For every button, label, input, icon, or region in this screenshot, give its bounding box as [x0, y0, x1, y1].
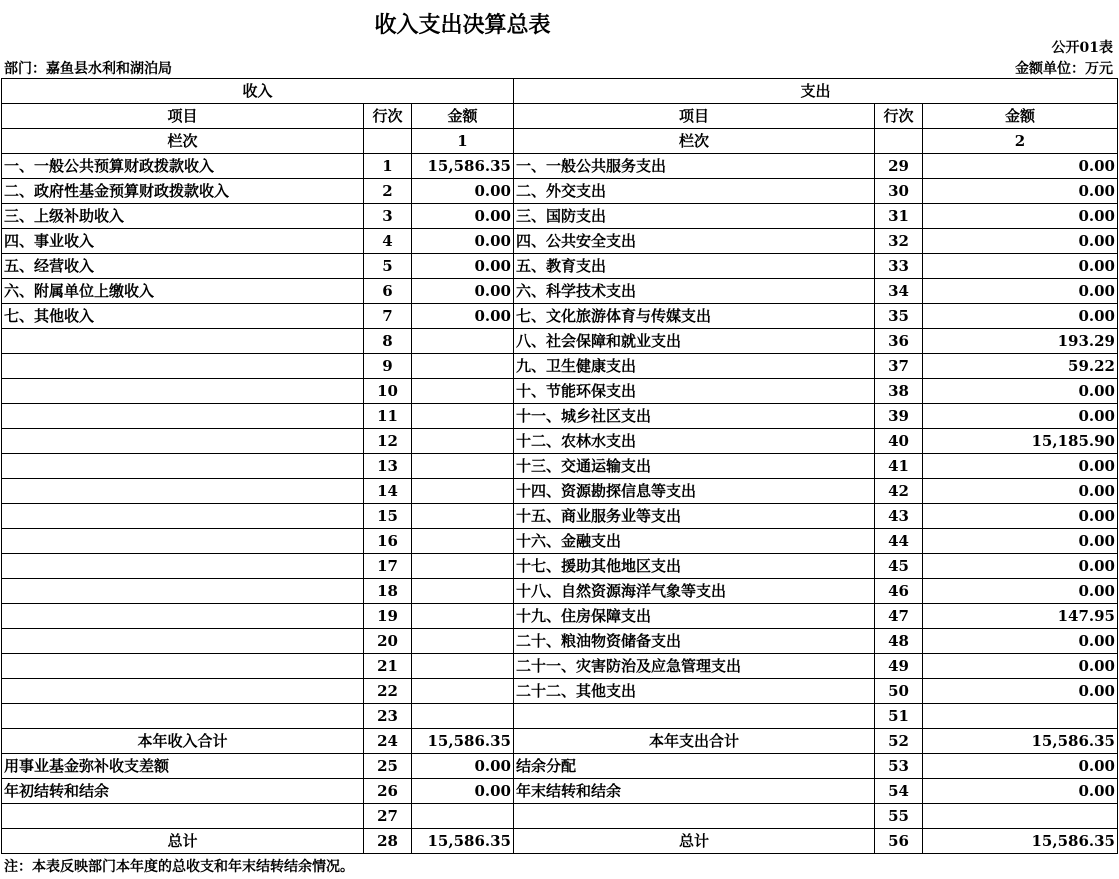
income-item-cell: [2, 454, 364, 479]
expense-amount-cell: 0.00: [923, 529, 1118, 554]
income-item-cell: 六、附属单位上缴收入: [2, 279, 364, 304]
income-amount-cell: [412, 679, 514, 704]
table-row: [2, 254, 1118, 279]
income-row-no-cell: 18: [364, 579, 412, 604]
income-item-cell: 二、政府性基金预算财政拨款收入: [2, 179, 364, 204]
income-row-no-cell: 28: [364, 829, 412, 854]
income-row-no-cell: 1: [364, 154, 412, 179]
expense-item-cell: 十六、金融支出: [514, 529, 875, 554]
income-amount-cell: 0.00: [412, 279, 514, 304]
income-row-no-cell: 26: [364, 779, 412, 804]
income-amount-cell: [412, 554, 514, 579]
expense-row-no-cell: 53: [875, 754, 923, 779]
income-amount-cell: [412, 529, 514, 554]
income-row-no-cell: 12: [364, 429, 412, 454]
expense-row-no-cell: 35: [875, 304, 923, 329]
expense-amount-cell: 0.00: [923, 479, 1118, 504]
expense-row-no-cell: 50: [875, 679, 923, 704]
table-row: [2, 304, 1118, 329]
expense-item-cell: 总计: [514, 829, 875, 854]
expense-section-header: 支出: [514, 79, 1118, 104]
income-item-cell: [2, 329, 364, 354]
footnote: 注：本表反映部门本年度的总收支和年末结转结余情况。: [4, 859, 354, 875]
table-row: [2, 429, 1118, 454]
table-row: [2, 654, 1118, 679]
expense-row-no-cell: 31: [875, 204, 923, 229]
income-amount-cell: [412, 354, 514, 379]
income-item-cell: [2, 604, 364, 629]
department-label: 部门：嘉鱼县水利和湖泊局: [4, 61, 172, 77]
table-row: [2, 754, 1118, 779]
expense-amount-cell: 0.00: [923, 654, 1118, 679]
table-row: [2, 279, 1118, 304]
income-row-no-cell: 7: [364, 304, 412, 329]
section-header-row: [2, 79, 1118, 104]
expense-item-cell: 十二、农林水支出: [514, 429, 875, 454]
expense-row-no-cell: 52: [875, 729, 923, 754]
income-amount-cell: [412, 504, 514, 529]
expense-item-cell: 二十一、灾害防治及应急管理支出: [514, 654, 875, 679]
expense-item-cell: [514, 704, 875, 729]
income-item-cell: 四、事业收入: [2, 229, 364, 254]
income-column-number: 1: [412, 129, 514, 154]
expense-amount-cell: 193.29: [923, 329, 1118, 354]
table-row: [2, 454, 1118, 479]
income-row-no-cell: 25: [364, 754, 412, 779]
expense-item-cell: 十五、商业服务业等支出: [514, 504, 875, 529]
income-amount-cell: [412, 579, 514, 604]
expense-item-cell: 十、节能环保支出: [514, 379, 875, 404]
expense-item-cell: 二、外交支出: [514, 179, 875, 204]
expense-item-cell: 四、公共安全支出: [514, 229, 875, 254]
income-item-header: 项目: [2, 104, 364, 129]
income-item-cell: [2, 404, 364, 429]
expense-amount-cell: 0.00: [923, 754, 1118, 779]
income-amount-cell: 0.00: [412, 779, 514, 804]
table-row: [2, 704, 1118, 729]
expense-row-no-cell: 54: [875, 779, 923, 804]
income-row-no-cell: 8: [364, 329, 412, 354]
income-row-no-cell: 9: [364, 354, 412, 379]
expense-row-no-cell: 48: [875, 629, 923, 654]
income-amount-cell: [412, 429, 514, 454]
table-row: [2, 179, 1118, 204]
expense-column-number: 2: [923, 129, 1118, 154]
income-item-cell: 五、经营收入: [2, 254, 364, 279]
expense-item-cell: 十三、交通运输支出: [514, 454, 875, 479]
table-row: [2, 204, 1118, 229]
income-item-cell: 三、上级补助收入: [2, 204, 364, 229]
income-amount-cell: [412, 704, 514, 729]
expense-row-no-cell: 33: [875, 254, 923, 279]
income-item-cell: [2, 679, 364, 704]
expense-amount-header: 金额: [923, 104, 1118, 129]
expense-item-cell: 结余分配: [514, 754, 875, 779]
income-row-no-cell: 24: [364, 729, 412, 754]
income-item-cell: 总计: [2, 829, 364, 854]
table-row: [2, 529, 1118, 554]
table-row: [2, 679, 1118, 704]
expense-amount-cell: 59.22: [923, 354, 1118, 379]
income-amount-cell: [412, 629, 514, 654]
income-item-cell: 用事业基金弥补收支差额: [2, 754, 364, 779]
income-amount-cell: [412, 804, 514, 829]
income-item-cell: 七、其他收入: [2, 304, 364, 329]
income-row-no-cell: 4: [364, 229, 412, 254]
expense-item-cell: 二十、粮油物资储备支出: [514, 629, 875, 654]
expense-row-no-cell: 43: [875, 504, 923, 529]
expense-amount-cell: 0.00: [923, 379, 1118, 404]
amount-unit-label: 金额单位：万元: [1015, 61, 1113, 77]
table-row: [2, 479, 1118, 504]
expense-amount-cell: 0.00: [923, 154, 1118, 179]
table-row: [2, 554, 1118, 579]
expense-row-no-cell: 47: [875, 604, 923, 629]
income-row-no-cell: 23: [364, 704, 412, 729]
income-amount-cell: [412, 454, 514, 479]
expense-amount-cell: 0.00: [923, 254, 1118, 279]
income-item-cell: [2, 804, 364, 829]
income-item-cell: [2, 704, 364, 729]
income-item-cell: [2, 429, 364, 454]
expense-item-cell: 九、卫生健康支出: [514, 354, 875, 379]
expense-row-no-cell: 56: [875, 829, 923, 854]
table-row: [2, 404, 1118, 429]
income-row-no-cell: 27: [364, 804, 412, 829]
income-row-no-cell: 14: [364, 479, 412, 504]
table-row: [2, 804, 1118, 829]
expense-item-cell: 八、社会保障和就业支出: [514, 329, 875, 354]
expense-amount-cell: 15,586.35: [923, 829, 1118, 854]
expense-row-no-cell: 38: [875, 379, 923, 404]
expense-amount-cell: 0.00: [923, 179, 1118, 204]
income-item-cell: [2, 354, 364, 379]
income-row-no-cell: 22: [364, 679, 412, 704]
expense-row-no-cell: 39: [875, 404, 923, 429]
expense-item-cell: 年末结转和结余: [514, 779, 875, 804]
income-row-no-header: 行次: [364, 104, 412, 129]
income-item-cell: 本年收入合计: [2, 729, 364, 754]
income-amount-cell: 0.00: [412, 304, 514, 329]
expense-amount-cell: 0.00: [923, 229, 1118, 254]
expense-row-no-cell: 29: [875, 154, 923, 179]
expense-item-cell: 十一、城乡社区支出: [514, 404, 875, 429]
page-title: 收入支出决算总表: [374, 12, 551, 38]
column-header-row: [2, 104, 1118, 129]
income-row-no-cell: 6: [364, 279, 412, 304]
income-item-cell: [2, 629, 364, 654]
income-amount-cell: [412, 654, 514, 679]
income-row-no-cell: 11: [364, 404, 412, 429]
income-item-cell: [2, 654, 364, 679]
expense-item-header: 项目: [514, 104, 875, 129]
expense-amount-cell: 0.00: [923, 304, 1118, 329]
table-row: [2, 579, 1118, 604]
income-row-no-cell: 15: [364, 504, 412, 529]
income-item-cell: [2, 579, 364, 604]
expense-item-cell: 二十二、其他支出: [514, 679, 875, 704]
income-row-no-cell: 21: [364, 654, 412, 679]
expense-amount-cell: 0.00: [923, 629, 1118, 654]
expense-row-no-cell: 45: [875, 554, 923, 579]
income-row-no-cell: 10: [364, 379, 412, 404]
income-amount-cell: 0.00: [412, 254, 514, 279]
expense-row-no-cell: 32: [875, 229, 923, 254]
expense-item-cell: 十四、资源勘探信息等支出: [514, 479, 875, 504]
expense-amount-cell: [923, 804, 1118, 829]
expense-row-no-cell: 42: [875, 479, 923, 504]
table-row: [2, 504, 1118, 529]
income-row-no-cell: 17: [364, 554, 412, 579]
income-item-cell: 年初结转和结余: [2, 779, 364, 804]
column-number-row: [2, 129, 1118, 154]
income-amount-cell: 0.00: [412, 204, 514, 229]
expense-amount-cell: 0.00: [923, 554, 1118, 579]
income-amount-cell: [412, 479, 514, 504]
income-item-cell: 一、一般公共预算财政拨款收入: [2, 154, 364, 179]
expense-item-cell: 六、科学技术支出: [514, 279, 875, 304]
income-expense-table: [1, 78, 1118, 854]
income-row-no-cell: 19: [364, 604, 412, 629]
total-row: [2, 729, 1118, 754]
expense-amount-cell: 15,586.35: [923, 729, 1118, 754]
expense-amount-cell: 0.00: [923, 204, 1118, 229]
income-item-cell: [2, 554, 364, 579]
table-row: [2, 154, 1118, 179]
income-row-no-cell: 20: [364, 629, 412, 654]
income-row-no-cell: 13: [364, 454, 412, 479]
income-amount-cell: [412, 379, 514, 404]
form-code: 公开01表: [1051, 40, 1113, 56]
expense-amount-cell: 0.00: [923, 504, 1118, 529]
table-row: [2, 229, 1118, 254]
income-row-no-cell: 3: [364, 204, 412, 229]
expense-item-cell: 五、教育支出: [514, 254, 875, 279]
expense-amount-cell: 147.95: [923, 604, 1118, 629]
income-item-cell: [2, 504, 364, 529]
income-amount-cell: 15,586.35: [412, 829, 514, 854]
income-amount-cell: 0.00: [412, 754, 514, 779]
table-row: [2, 329, 1118, 354]
expense-amount-cell: 0.00: [923, 279, 1118, 304]
expense-amount-cell: 0.00: [923, 679, 1118, 704]
income-item-cell: [2, 529, 364, 554]
expense-item-cell: 本年支出合计: [514, 729, 875, 754]
expense-row-no-cell: 37: [875, 354, 923, 379]
expense-item-cell: 三、国防支出: [514, 204, 875, 229]
expense-amount-cell: 0.00: [923, 579, 1118, 604]
total-row: [2, 829, 1118, 854]
expense-row-no-cell: 36: [875, 329, 923, 354]
income-row-no-cell: 5: [364, 254, 412, 279]
income-amount-cell: 15,586.35: [412, 729, 514, 754]
income-row-no-cell: 2: [364, 179, 412, 204]
income-item-cell: [2, 479, 364, 504]
expense-row-no-cell: 44: [875, 529, 923, 554]
expense-column-blank: [875, 129, 923, 154]
expense-item-cell: 十八、自然资源海洋气象等支出: [514, 579, 875, 604]
expense-amount-cell: 0.00: [923, 779, 1118, 804]
income-amount-cell: 0.00: [412, 229, 514, 254]
income-amount-cell: [412, 604, 514, 629]
expense-row-no-cell: 46: [875, 579, 923, 604]
income-column-label: 栏次: [2, 129, 364, 154]
expense-row-no-cell: 51: [875, 704, 923, 729]
expense-item-cell: 十九、住房保障支出: [514, 604, 875, 629]
expense-row-no-cell: 30: [875, 179, 923, 204]
expense-item-cell: 一、一般公共服务支出: [514, 154, 875, 179]
expense-row-no-cell: 40: [875, 429, 923, 454]
table-row: [2, 629, 1118, 654]
expense-amount-cell: 15,185.90: [923, 429, 1118, 454]
expense-item-cell: [514, 804, 875, 829]
expense-row-no-cell: 34: [875, 279, 923, 304]
income-amount-cell: [412, 404, 514, 429]
expense-item-cell: 十七、援助其他地区支出: [514, 554, 875, 579]
expense-row-no-header: 行次: [875, 104, 923, 129]
expense-amount-cell: [923, 704, 1118, 729]
expense-row-no-cell: 41: [875, 454, 923, 479]
table-row: [2, 354, 1118, 379]
income-row-no-cell: 16: [364, 529, 412, 554]
expense-amount-cell: 0.00: [923, 404, 1118, 429]
expense-amount-cell: 0.00: [923, 454, 1118, 479]
table-row: [2, 379, 1118, 404]
expense-row-no-cell: 55: [875, 804, 923, 829]
expense-row-no-cell: 49: [875, 654, 923, 679]
income-amount-cell: 15,586.35: [412, 154, 514, 179]
table-row: [2, 779, 1118, 804]
income-amount-header: 金额: [412, 104, 514, 129]
income-amount-cell: [412, 329, 514, 354]
income-section-header: 收入: [2, 79, 514, 104]
expense-column-label: 栏次: [514, 129, 875, 154]
expense-item-cell: 七、文化旅游体育与传媒支出: [514, 304, 875, 329]
income-amount-cell: 0.00: [412, 179, 514, 204]
table-row: [2, 604, 1118, 629]
income-item-cell: [2, 379, 364, 404]
income-column-blank: [364, 129, 412, 154]
